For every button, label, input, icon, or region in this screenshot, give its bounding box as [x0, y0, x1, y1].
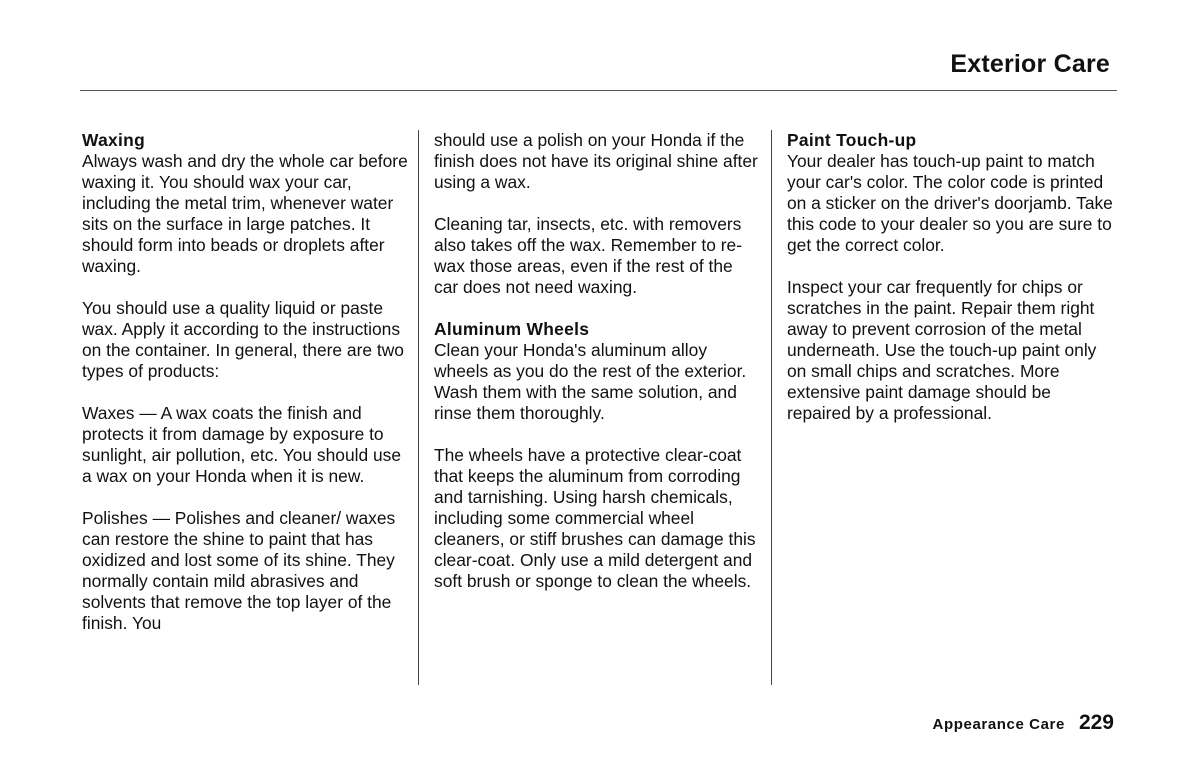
- section-waxing: [82, 130, 412, 634]
- paragraph: You should use a quality liquid or paste wax. Apply it according to the instructions on the container. In general, there are two types of products:: [82, 298, 404, 381]
- paragraph: Always wash and dry the whole car before waxing it. You should wax your car, including the metal trim, whenever water sits on the surface in large patches. It should form into beads or droplets after waxing.: [82, 151, 408, 276]
- paragraph: The wheels have a protective clear-coat that keeps the aluminum from corroding and tarnishing. Using harsh chemicals, including some commercial wheel cleaners, or stiff brushes can damage this clear-coat. Only use a mild detergent and soft brush or sponge to clean the wheels.: [434, 445, 756, 591]
- column-2: [434, 130, 759, 592]
- paragraph: Your dealer has touch-up paint to match your car's color. The color code is printed on a sticker on the driver's doorjamb. Take this code to your dealer so you are sure to get the correct color.: [787, 151, 1113, 255]
- paragraph: Polishes — Polishes and cleaner/ waxes can restore the shine to paint that has oxidized and lost some of its shine. They normally contain mild abrasives and solvents that remove the top layer of the finish. You: [82, 508, 396, 633]
- section-heading: Aluminum Wheels: [434, 319, 590, 339]
- column-divider: [418, 130, 419, 685]
- section-heading: Waxing: [82, 130, 145, 150]
- header-rule: [80, 90, 1117, 91]
- page-title: Exterior Care: [950, 50, 1110, 78]
- page-footer: [933, 711, 1114, 735]
- column-divider: [771, 130, 772, 685]
- column-3: [787, 130, 1117, 424]
- section-paint-touch-up: [787, 130, 1117, 424]
- section-heading: Paint Touch-up: [787, 130, 917, 150]
- page-number: 229: [1078, 711, 1114, 734]
- paragraph: should use a polish on your Honda if the finish does not have its original shine after using a wax.: [434, 130, 758, 192]
- footer-section-name: Appearance Care: [932, 716, 1065, 733]
- paragraph: Inspect your car frequently for chips or scratches in the paint. Repair them right away to prevent corrosion of the metal underneath. Use the touch-up paint only on small chips and scratches. More extensive paint damage should be repaired by a professional.: [787, 277, 1097, 423]
- paragraph: Waxes — A wax coats the finish and protects it from damage by exposure to sunlight, air pollution, etc. You should use a wax on your Honda when it is new.: [82, 403, 402, 486]
- paragraph: Clean your Honda's aluminum alloy wheels as you do the rest of the exterior. Wash them with the same solution, and rinse them thoroughly.: [434, 340, 747, 423]
- column-1: [82, 130, 412, 634]
- paragraph: Cleaning tar, insects, etc. with removers also takes off the wax. Remember to re-wax those areas, even if the rest of the car does not need waxing.: [434, 214, 743, 297]
- section-aluminum-wheels: [434, 319, 759, 592]
